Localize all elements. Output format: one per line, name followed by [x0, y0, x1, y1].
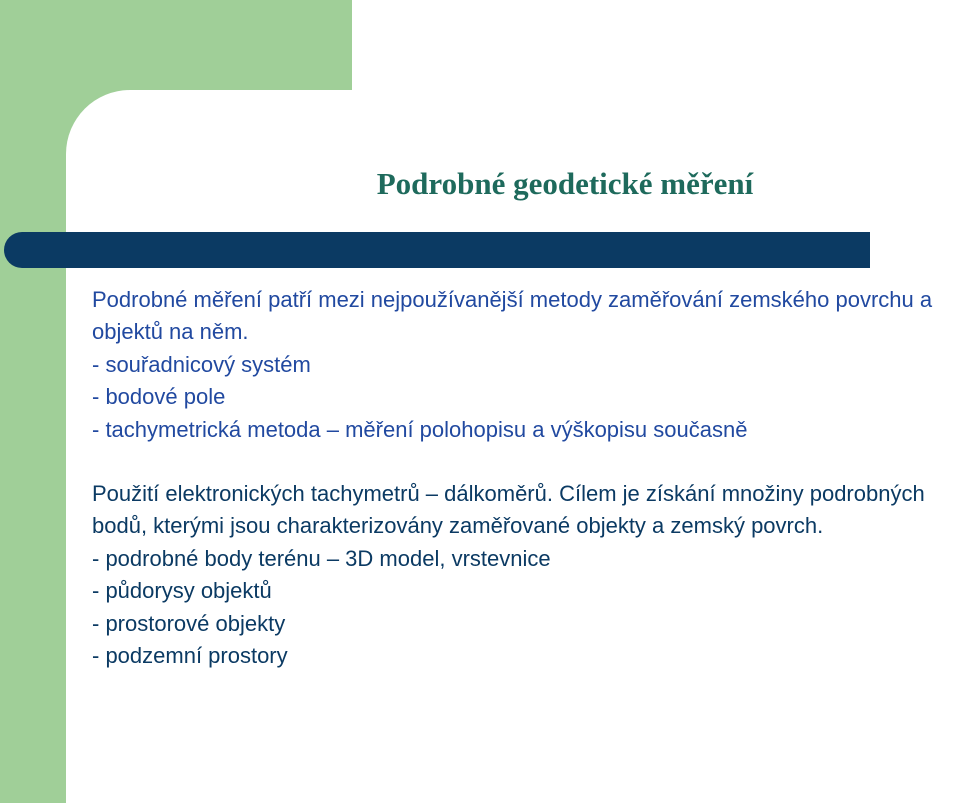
- text-block-usage: [92, 478, 958, 672]
- list-item: - podrobné body terénu – 3D model, vrstevnice: [92, 545, 551, 571]
- list-item: - půdorysy objektů: [92, 578, 272, 604]
- text-block-intro: [92, 284, 958, 446]
- list-item: - prostorové objekty: [92, 610, 286, 636]
- list-item: - bodové pole: [92, 384, 226, 410]
- paragraph-usage: Použití elektronických tachymetrů – dálkoměrů. Cílem je získání množiny podrobných bodů, kterými jsou charakterizovány zaměřované objekty a zemský povrch.: [92, 481, 925, 539]
- slide-body: [92, 284, 958, 672]
- paragraph-intro: Podrobné měření patří mezi nejpoužívanější metody zaměřování zemského povrchu a objektů na něm.: [92, 287, 933, 345]
- list-item: - podzemní prostory: [92, 643, 288, 669]
- list-item: - tachymetrická metoda – měření polohopisu a výškopisu současně: [92, 416, 748, 442]
- slide-title: Podrobné geodetické měření: [376, 166, 754, 201]
- list-item: - souřadnicový systém: [92, 351, 311, 377]
- title-underline-bar: [4, 232, 870, 268]
